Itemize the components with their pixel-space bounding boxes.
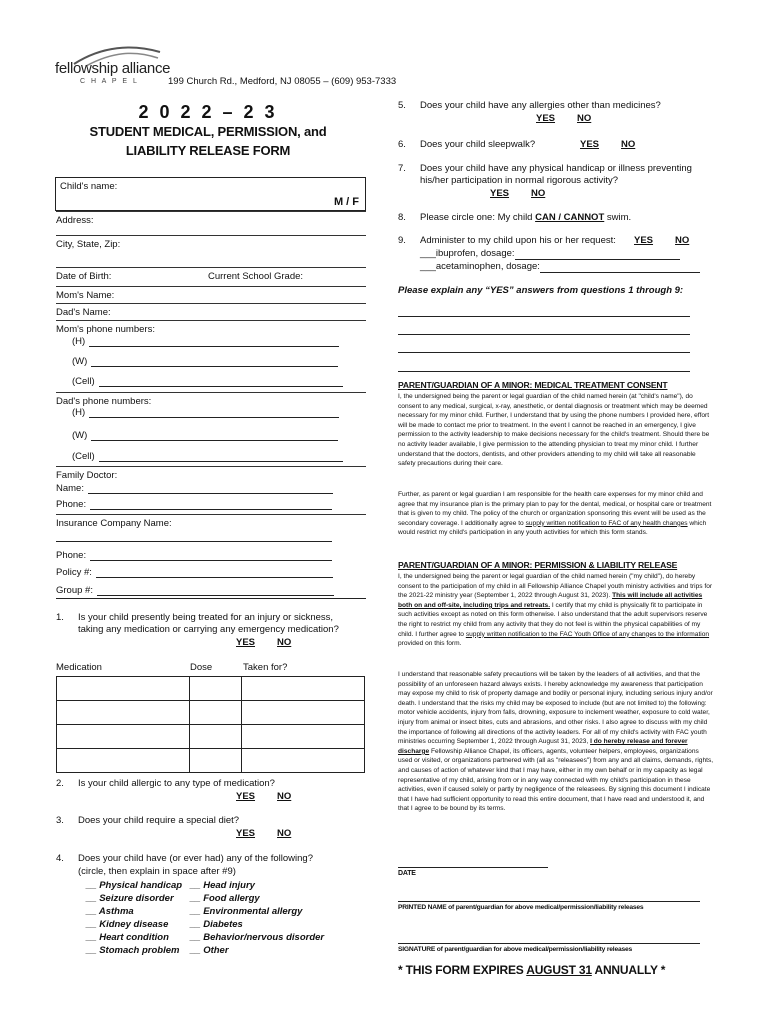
liability-text-1-bold: This will include all activities both on and off-site, including trips and retreats. — [398, 592, 703, 609]
condition-item[interactable]: __ Heart condition — [86, 932, 169, 943]
insurance-name-input[interactable] — [56, 541, 332, 542]
ibuprofen-label: ___ibuprofen, dosage: — [420, 248, 515, 259]
dad-phones-label: Dad's phone numbers: — [56, 396, 152, 407]
explain-prompt: Please explain any “YES” answers from questions 1 through 9: — [398, 285, 684, 296]
form-year: 2 0 2 2 – 2 3 — [138, 102, 278, 122]
q9-text: Administer to my child upon his or her request: — [420, 235, 616, 246]
no-option[interactable]: NO — [277, 637, 292, 648]
logo-text: fellowship alliance — [55, 60, 171, 77]
doctor-name-label: Name: — [56, 483, 84, 494]
q7-yes-no[interactable] — [490, 188, 567, 199]
dad-name-label: Dad's Name: — [56, 307, 111, 318]
group-number-input[interactable] — [56, 585, 346, 596]
insurance-field — [56, 514, 366, 598]
date-label: DATE — [398, 870, 416, 877]
yes-option[interactable]: YES — [236, 791, 256, 802]
medication-header: Medication — [56, 662, 102, 673]
dad-home-phone[interactable] — [72, 407, 362, 418]
date-line[interactable] — [398, 867, 548, 868]
logo-subtext: C H A P E L — [80, 78, 139, 85]
q5-number: 5. — [398, 100, 406, 111]
q2-yes-no[interactable] — [236, 791, 313, 802]
form-title-line1: STUDENT MEDICAL, PERMISSION, and — [89, 124, 327, 139]
doctor-phone-input[interactable] — [56, 499, 346, 510]
work-label: (W) — [72, 356, 88, 367]
printed-name-line[interactable] — [398, 901, 700, 902]
liability-text-1b: I certify that my child is physically fit to participate in such activities except as noted on this form otherwise. I also understand that the adult supervisors reserve the right to restrict my child from any activity that they do not feel is within the physical capabilities of my child. I further agree to — [398, 601, 708, 638]
medication-table[interactable] — [56, 676, 365, 773]
condition-item[interactable]: __ Asthma — [86, 906, 134, 917]
mom-cell-phone[interactable] — [72, 376, 362, 387]
question-5 — [398, 100, 728, 114]
dob-label: Date of Birth: — [56, 271, 112, 282]
question-8 — [398, 212, 728, 226]
q7-line2: his/her participation in normal rigorous activity? — [420, 175, 619, 186]
table-row[interactable] — [57, 701, 365, 725]
q5-yes-no[interactable] — [536, 113, 613, 124]
health-expense-text — [398, 490, 714, 538]
q1-line2: taking any medication or carrying any emergency medication? — [78, 624, 339, 635]
q9-yes-no[interactable] — [634, 235, 689, 247]
q4-number: 4. — [56, 853, 64, 864]
work-label: (W) — [72, 430, 88, 441]
expiration-post: ANNUALLY * — [591, 963, 666, 977]
liability-title: PARENT/GUARDIAN OF A MINOR: PERMISSION & LIABILITY RELEASE — [398, 560, 678, 570]
q1-line1: Is your child presently being treated for an injury or sickness, — [78, 612, 334, 623]
mom-work-phone[interactable] — [72, 356, 362, 367]
table-row[interactable] — [57, 677, 365, 701]
question-4 — [56, 853, 376, 879]
family-doctor-field — [56, 466, 366, 514]
q8-suffix: swim. — [604, 212, 632, 223]
no-option[interactable]: NO — [621, 139, 636, 150]
grade-label: Current School Grade: — [208, 271, 304, 282]
explain-line[interactable] — [398, 352, 690, 353]
insurance-phone-input[interactable] — [56, 550, 346, 561]
condition-item[interactable]: __ Stomach problem — [86, 945, 180, 956]
condition-item[interactable]: __ Head injury — [190, 880, 255, 891]
condition-item[interactable]: __ Seizure disorder — [86, 893, 174, 904]
question-1 — [56, 612, 376, 638]
expense-text-a: Further, as parent or legal guardian I am responsible for the health care expenses for my minor child and agree that my insurance plan is the primary plan to pay for the dental, medical, or hospital care or treatment that is given to my child. The policy of the church or organization sponsoring this event will be used as the secondary coverage. I additionally agree to — [398, 491, 712, 527]
no-option[interactable]: NO — [531, 188, 546, 199]
q9-number: 9. — [398, 235, 406, 246]
medical-consent-text: I, the undersigned being the parent or legal guardian of the child named herein (at "child's name"), do consent to any medical, surgical, x-ray, anesthetic, or dental diagnosis or treatment which may be deemed necessary for my minor child. Further, I understand that by using the phone numbers I provided here, effort will be made to contact me prior to treatment. In the event I cannot be reached in an emergency, I give permission to the activity leadership to make decisions necessary for the child's treatment. Should there be no activity leader available, I give permission to the attending physician to treat my minor child. I further understand that the doctors, dentists, and other providers attending to my child will take all reasonable safety precautions during their care. — [398, 393, 710, 468]
no-option[interactable]: NO — [277, 791, 292, 802]
gender-select[interactable]: M / F — [333, 196, 359, 208]
child-name-box[interactable] — [55, 177, 366, 211]
condition-item[interactable]: __ Environmental allergy — [190, 906, 303, 917]
yes-option[interactable]: YES — [236, 828, 256, 839]
cell-label: (Cell) — [72, 451, 95, 462]
question-9 — [398, 235, 728, 275]
liability-text-1c: provided on this form. — [398, 640, 462, 648]
no-option[interactable]: NO — [675, 235, 690, 246]
condition-item[interactable]: __ Behavior/nervous disorder — [190, 932, 325, 943]
q7-number: 7. — [398, 163, 406, 174]
q8-number: 8. — [398, 212, 406, 223]
medical-consent-title: PARENT/GUARDIAN OF A MINOR: MEDICAL TREATMENT CONSENT — [398, 380, 668, 390]
printed-name-label: PRINTED NAME of parent/guardian for above medical/permission/liability releases — [398, 904, 644, 911]
condition-item[interactable]: __ Other — [190, 945, 229, 956]
explain-line[interactable] — [398, 334, 690, 335]
q7-line1: Does your child have any physical handicap or illness preventing — [420, 163, 692, 174]
address-field[interactable] — [56, 211, 366, 235]
doctor-name-input[interactable] — [56, 483, 346, 494]
signature-label: SIGNATURE of parent/guardian for above medical/permission/liability releases — [398, 946, 633, 953]
expiration-pre: * THIS FORM EXPIRES — [398, 963, 527, 977]
swim-choice[interactable]: CAN / CANNOT — [535, 212, 605, 223]
policy-number-input[interactable] — [56, 567, 346, 578]
yes-option[interactable]: YES — [634, 235, 654, 246]
q3-yes-no[interactable] — [236, 828, 313, 839]
form-title-line2: LIABILITY RELEASE FORM — [125, 143, 291, 158]
liability-text-2a: I understand that reasonable safety precautions will be taken by the leaders of all activities, and that the possibility of an unforeseen hazard always exists. I hereby acknowledge my awareness that participation may expose my child to risk of property damage and bodily or personal injury, including serious injury and/or death. I understand that the risks my child may be exposed to include (but are not limited to) the following: motor vehicle accidents, injury from falls, drowning, exposure to inclement weather, exposure to cold water, injury from animal or insect bites, cuts and abrasions, and other risks. I also agree to discuss with my child the importance of following all directions of the activity leaders. For all of my child's activity with FAC youth ministries occurring September 1, 2022 through August 31, 2023, — [398, 671, 713, 746]
condition-item[interactable]: __ Diabetes — [190, 919, 243, 930]
expiration-notice — [398, 963, 665, 977]
acetaminophen-label: ___acetaminophen, dosage: — [420, 261, 540, 272]
q2-text: Is your child allergic to any type of medication? — [78, 778, 275, 789]
yes-option[interactable]: YES — [536, 113, 556, 124]
condition-item[interactable]: __ Food allergy — [190, 893, 260, 904]
explain-line[interactable] — [398, 316, 690, 317]
mom-name-label: Mom's Name: — [56, 290, 115, 301]
city-state-zip-field[interactable] — [56, 235, 366, 265]
q5-text: Does your child have any allergies other than medicines? — [420, 100, 661, 111]
q6-number: 6. — [398, 139, 406, 150]
q3-text: Does your child require a special diet? — [78, 815, 240, 826]
group-label: Group #: — [56, 585, 93, 596]
q1-number: 1. — [56, 612, 64, 623]
cell-label: (Cell) — [72, 376, 95, 387]
no-option[interactable]: NO — [577, 113, 592, 124]
mom-name-field[interactable] — [56, 286, 366, 303]
condition-item[interactable]: __ Kidney disease — [86, 919, 169, 930]
home-label: (H) — [72, 336, 86, 347]
acetaminophen-field[interactable] — [420, 261, 700, 273]
doctor-phone-label: Phone: — [56, 499, 87, 510]
mom-phones-field — [56, 320, 366, 390]
dad-phones-field — [56, 392, 366, 466]
q4-line2: (circle, then explain in space after #9) — [78, 866, 236, 877]
mom-phones-label: Mom's phone numbers: — [56, 324, 155, 335]
policy-label: Policy #: — [56, 567, 92, 578]
insurance-phone-label: Phone: — [56, 550, 87, 561]
dose-header: Dose — [190, 662, 213, 673]
yes-option[interactable]: YES — [236, 637, 256, 648]
expense-text-b: which would restrict my child's participation in any youth activities for which this form stands. — [398, 519, 707, 537]
condition-item[interactable]: __ Physical handicap — [86, 880, 183, 891]
q1-yes-no[interactable] — [236, 637, 313, 648]
liability-text-2b: Fellowship Alliance Chapel, its officers, agents, volunteer helpers, employees, organizations used or visited, or organizations partnered with (all as "releasees") from any and all claims, demands, rights, and causes of action of whatever kind that I may have, either in my own behalf or in my capacity as legal representative of my child, arising from or in any way connected with my child's participation in these activities, even if caused solely or partly by negligence of the releasees. By signing this document I indicate that I have had sufficient opportunity to read this entire document, that I have read and understood it, and that I agree to be bound by its terms. — [398, 747, 714, 813]
liability-text-2-bold: I do hereby release and forever discharge — [398, 738, 688, 755]
question-7 — [398, 163, 728, 189]
liability-text-2 — [398, 670, 714, 814]
dad-name-field[interactable] — [56, 303, 366, 320]
q2-number: 2. — [56, 778, 64, 789]
yes-option[interactable]: YES — [580, 139, 600, 150]
mom-home-phone[interactable] — [72, 336, 362, 347]
home-label: (H) — [72, 407, 86, 418]
q6-yes-no[interactable] — [580, 139, 657, 150]
table-row[interactable] — [57, 725, 365, 749]
q6-text: Does your child sleepwalk? — [420, 139, 536, 150]
q4-line1: Does your child have (or ever had) any of the following? — [78, 853, 313, 864]
dob-grade-row[interactable] — [56, 267, 366, 287]
question-6 — [398, 139, 578, 153]
yes-option[interactable]: YES — [490, 188, 510, 199]
no-option[interactable]: NO — [277, 828, 292, 839]
expiration-date: AUGUST 31 — [526, 963, 592, 977]
insurance-label: Insurance Company Name: — [56, 518, 172, 529]
ibuprofen-field[interactable] — [420, 248, 680, 260]
city-label: City, State, Zip: — [56, 239, 121, 250]
church-address: 199 Church Rd., Medford, NJ 08055 – (609) 953-7333 — [168, 76, 397, 87]
q8-text: Please circle one: My child — [420, 212, 536, 223]
dad-cell-phone[interactable] — [72, 451, 362, 462]
explain-line[interactable] — [398, 371, 690, 372]
child-name-label: Child's name: — [60, 181, 118, 192]
signature-line[interactable] — [398, 943, 700, 944]
family-doctor-label: Family Doctor: — [56, 470, 118, 481]
question-2 — [56, 778, 376, 792]
liability-text-1 — [398, 572, 714, 649]
table-row[interactable] — [57, 749, 365, 773]
q3-number: 3. — [56, 815, 64, 826]
dad-work-phone[interactable] — [72, 430, 362, 441]
address-label: Address: — [56, 215, 94, 226]
expense-text-underline: supply written notification to FAC of any health changes — [525, 519, 688, 527]
taken-for-header: Taken for? — [243, 662, 288, 673]
liability-text-1-underline: supply written notification to the FAC Youth Office of any changes to the information — [465, 630, 710, 638]
question-3 — [56, 815, 376, 829]
liability-text-1a: I, the undersigned being the parent or legal guardian of the child named herein ("my child"), do hereby consent to the participation of my child in all Fellowship Alliance Chapel youth ministry activities and trips for the 2021-22 ministry year (September 1, 2022 through August 31, 2023). — [398, 573, 713, 600]
